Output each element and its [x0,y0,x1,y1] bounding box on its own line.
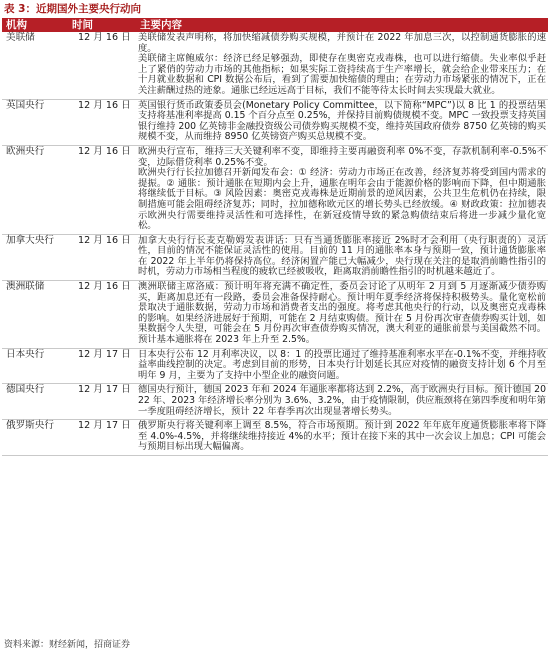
date-cell: 12 月 17 日 [68,348,136,384]
institution-cell: 英国央行 [2,99,68,145]
date-cell: 12 月 16 日 [68,99,136,145]
table-row [2,348,548,384]
content-paragraph: 美联储发表声明称，将加快缩减债券购买规模，并预计在 2022 年加息三次，以控制通货膨胀的速度。 [138,32,546,54]
institution-cell: 欧洲央行 [2,145,68,234]
table-row [2,99,548,145]
table-header-row [2,18,548,32]
institution-cell: 俄罗斯央行 [2,420,68,456]
table-row [2,234,548,280]
content-cell [136,32,548,99]
content-paragraph: 欧洲央行宣布，维持三大关键利率不变，即维持主要再融资利率 0%不变，存款机制利率-0.5%不变，边际借贷利率 0.25%不变。 [138,145,546,168]
content-cell [136,145,548,234]
table-caption: 表 3：近期国外主要央行动向 [4,3,141,15]
content-paragraph: 日本央行公布 12 月利率决议，以 8：1 的投票比通过了维持基准利率水平在-0.1%不变，并维持收益率曲线控制的决定。考虑到目前的形势，日本央行计划延长其应对疫情的融资支持计划 6 个月至明年 9 月，主要为了支持中小型企业的融资问题。 [138,348,546,381]
content-paragraph: 英国银行货币政策委员会(Monetary Policy Committee，以下简称“MPC”)以 8 比 1 的投票结果支持将基准利率提高 0.15 个百分点至 0.25%，并保持目前购债规模不变。MPC 一致投票支持英国银行维持 200 亿英镑非金融投资级公司债券购买规模不变，维持英国政府债券 8750 亿英镑的购买规模不变，从而维持 8950 亿英镑资产购买总规模不变。 [138,99,546,143]
header-institution: 机构 [2,18,68,32]
content-paragraph: 加拿大央行行长麦克勒姆发表讲话：只有当通货膨胀率接近 2%时才会利用（央行职责的）灵活性，目前的情况不能保证灵活性的使用。目前的 11 月的通胀率本身与预期一致，预计通货膨胀率在 2022 年上半年仍将保持高位。经济闲置产能已大幅减少，央行现在关注的是取消前瞻性指引的时机，劳动力市场相当程度的疲软已经被吸收，距离取消前瞻性指引的时机越来越近了。 [138,234,546,278]
date-cell: 12 月 16 日 [68,281,136,349]
date-cell: 12 月 17 日 [68,420,136,456]
content-cell [136,348,548,384]
table-row [2,32,548,99]
table-row [2,384,548,420]
table-row [2,281,548,349]
content-paragraph: 欧洲央行行长拉加德召开新闻发布会：① 经济：劳动力市场正在改善，经济复苏将受到国内需求的提振。② 通胀：预计通胀在短期内会上升，通胀在明年会由于能源价格的影响而下降，但中期通胀将继续低于目标。③ 风险因素：奥密克戎毒株是近期前景的逆风因素，公共卫生危机仍在持续，限制措施可能会阻碍经济复苏；同时，拉加德称欧元区的增长势头已经放缓。④ 财政政策：拉加德表示欧洲央行需要维持灵活性和可选择性，在新冠疫情导致的紧急购债结束后将进一步减少量化宽松。 [138,167,546,232]
date-cell: 12 月 16 日 [68,32,136,99]
content-paragraph: 德国央行预计，德国 2023 年和 2024 年通胀率都将达到 2.2%，高于欧洲央行目标。预计德国 2022 年、2023 年经济增长率分别为 3.6%、3.2%，由于疫情限制，供应瓶颈将在第四季度和明年第一季度阻碍经济增长，预计 22 年春季再次出现显著增长势头。 [138,384,546,417]
central-bank-table [2,18,548,456]
institution-cell: 日本央行 [2,348,68,384]
institution-cell: 澳洲联储 [2,281,68,349]
content-cell [136,281,548,349]
content-cell [136,99,548,145]
content-cell [136,234,548,280]
institution-cell: 美联储 [2,32,68,99]
content-paragraph: 俄罗斯央行将关键利率上调至 8.5%，符合市场预期。预计到 2022 年年底年度通货膨胀率将下降至 4.0%-4.5%，并将继续维持接近 4%的水平；预计在接下来的其中一次会议上加息；CPI 可能会与预期目标出现大幅偏离。 [138,420,546,453]
date-cell: 12 月 16 日 [68,145,136,234]
table-row [2,420,548,456]
content-cell [136,420,548,456]
source-note: 资料来源：财经新闻，招商证券 [4,640,131,650]
date-cell: 12 月 17 日 [68,384,136,420]
institution-cell: 加拿大央行 [2,234,68,280]
table-row [2,145,548,234]
content-paragraph: 澳洲联储主席洛威：预计明年将充满不确定性，委员会讨论了从明年 2 月到 5 月逐渐减少债券购买，距离加息还有一段路，委员会准备保持耐心。预计明年夏季经济将保持积极势头。量化宽松前景取决于通胀数据，劳动力市场和消费者支出的强度。将考虑其他央行的行动，以及奥密克戎毒株的影响。如果经济进展好于预期，可能在 2 月结束购债。预计在 5 月份再次审查债券购买计划，如果数据令人失望，可能会在 5 月份再次审查债券购买情况，澳大利亚的通胀前景与美国截然不同。预计基本通胀将在 2023 年上升至 2.5%。 [138,281,546,346]
content-cell [136,384,548,420]
institution-cell: 德国央行 [2,384,68,420]
header-content: 主要内容 [136,18,548,32]
content-paragraph: 美联储主席鲍威尔：经济已经足够强劲，即使存在奥密克戎毒株，也可以进行缩债。失业率似乎赶上了紧俏的劳动力市场的其他指标；如果实际工资持续高于生产率增长，就会给企业带来压力；在十月就业数据和 CPI 数据公布后，看到了需要加快缩债的理由；在劳动力市场紧张的情况下，正在关注薪酬过热的迹象。通胀已经远远高于目标，我们不能等待太长时间去实现最大就业。 [138,53,546,96]
date-cell: 12 月 16 日 [68,234,136,280]
header-date: 时间 [68,18,136,32]
